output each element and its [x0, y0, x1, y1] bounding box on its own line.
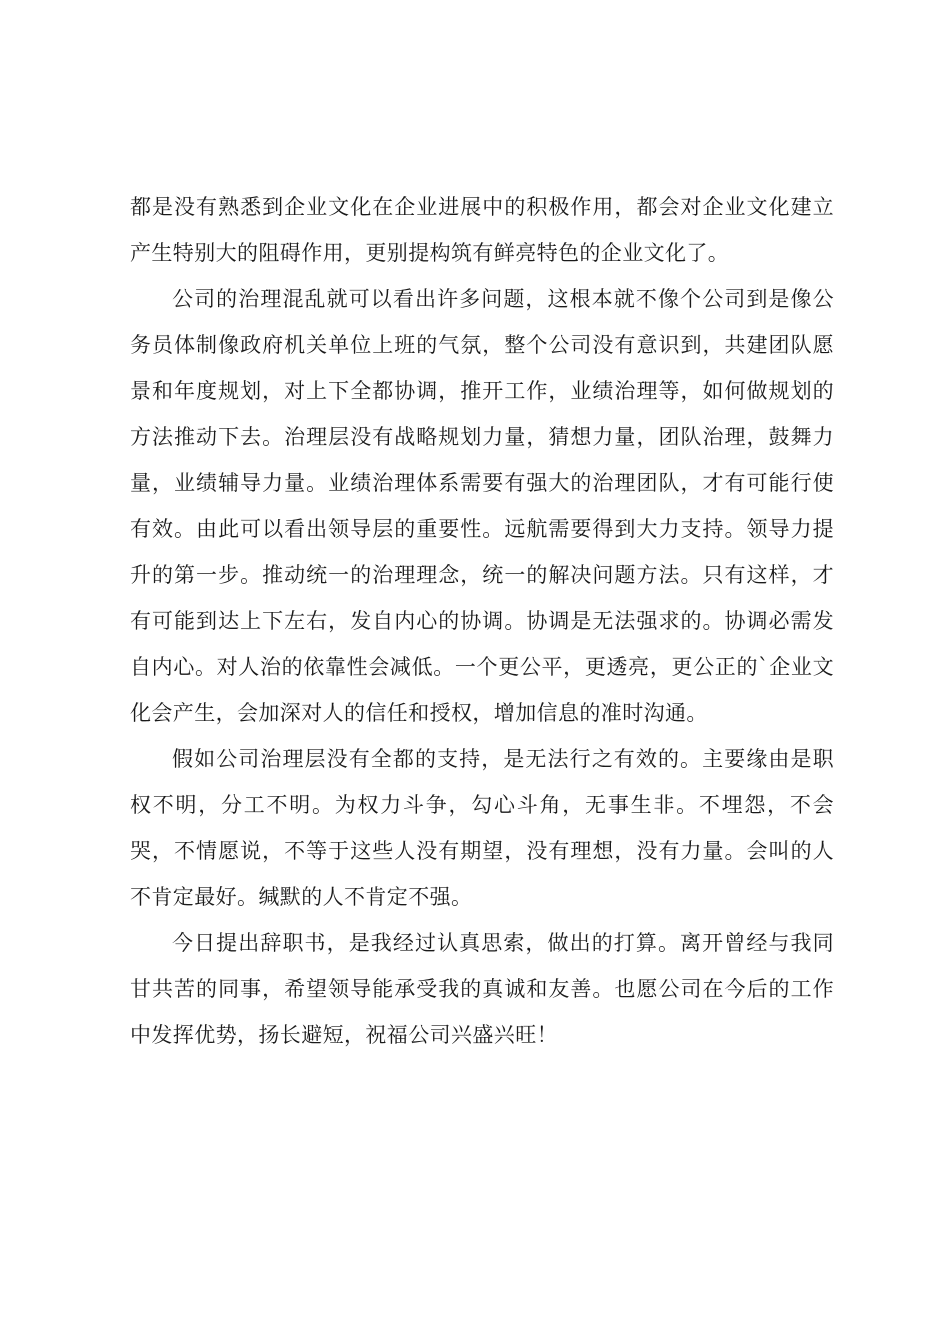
paragraph-1: 都是没有熟悉到企业文化在企业进展中的积极作用，都会对企业文化建立产生特别大的阻碍作用，更别提构筑有鲜亮特色的企业文化了。 — [130, 195, 834, 265]
paragraph-2: 公司的治理混乱就可以看出许多问题，这根本就不像个公司到是像公务员体制像政府机关单位上班的气氛，整个公司没有意识到，共建团队愿景和年度规划，对上下全都协调，推开工作，业绩治理等，如何做规划的方法推动下去。治理层没有战略规划力量，猜想力量，团队治理，鼓舞力量，业绩辅导力量。业绩治理体系需要有强大的治理团队，才有可能行使有效。由此可以看出领导层的重要性。远航需要得到大力支持。领导力提升的第一步。推动统一的治理理念，统一的解决问题方法。只有这样，才有可能到达上下左右，发自内心的协调。协调是无法强求的。协调必需发自内心。对人治的依靠性会减低。一个更公平，更透亮，更公正的`企业文化会产生，会加深对人的信任和授权，增加信息的准时沟通。 — [130, 287, 834, 725]
paragraph-3: 假如公司治理层没有全都的支持，是无法行之有效的。主要缘由是职权不明，分工不明。为权力斗争，勾心斗角，无事生非。不埋怨，不会哭，不情愿说，不等于这些人没有期望，没有理想，没有力量。会叫的人不肯定最好。缄默的人不肯定不强。 — [130, 747, 834, 909]
paragraph-4: 今日提出辞职书，是我经过认真思索，做出的打算。离开曾经与我同甘共苦的同事，希望领导能承受我的真诚和友善。也愿公司在今后的工作中发挥优势，扬长避短，祝福公司兴盛兴旺！ — [130, 931, 834, 1047]
document-body — [130, 184, 834, 1058]
